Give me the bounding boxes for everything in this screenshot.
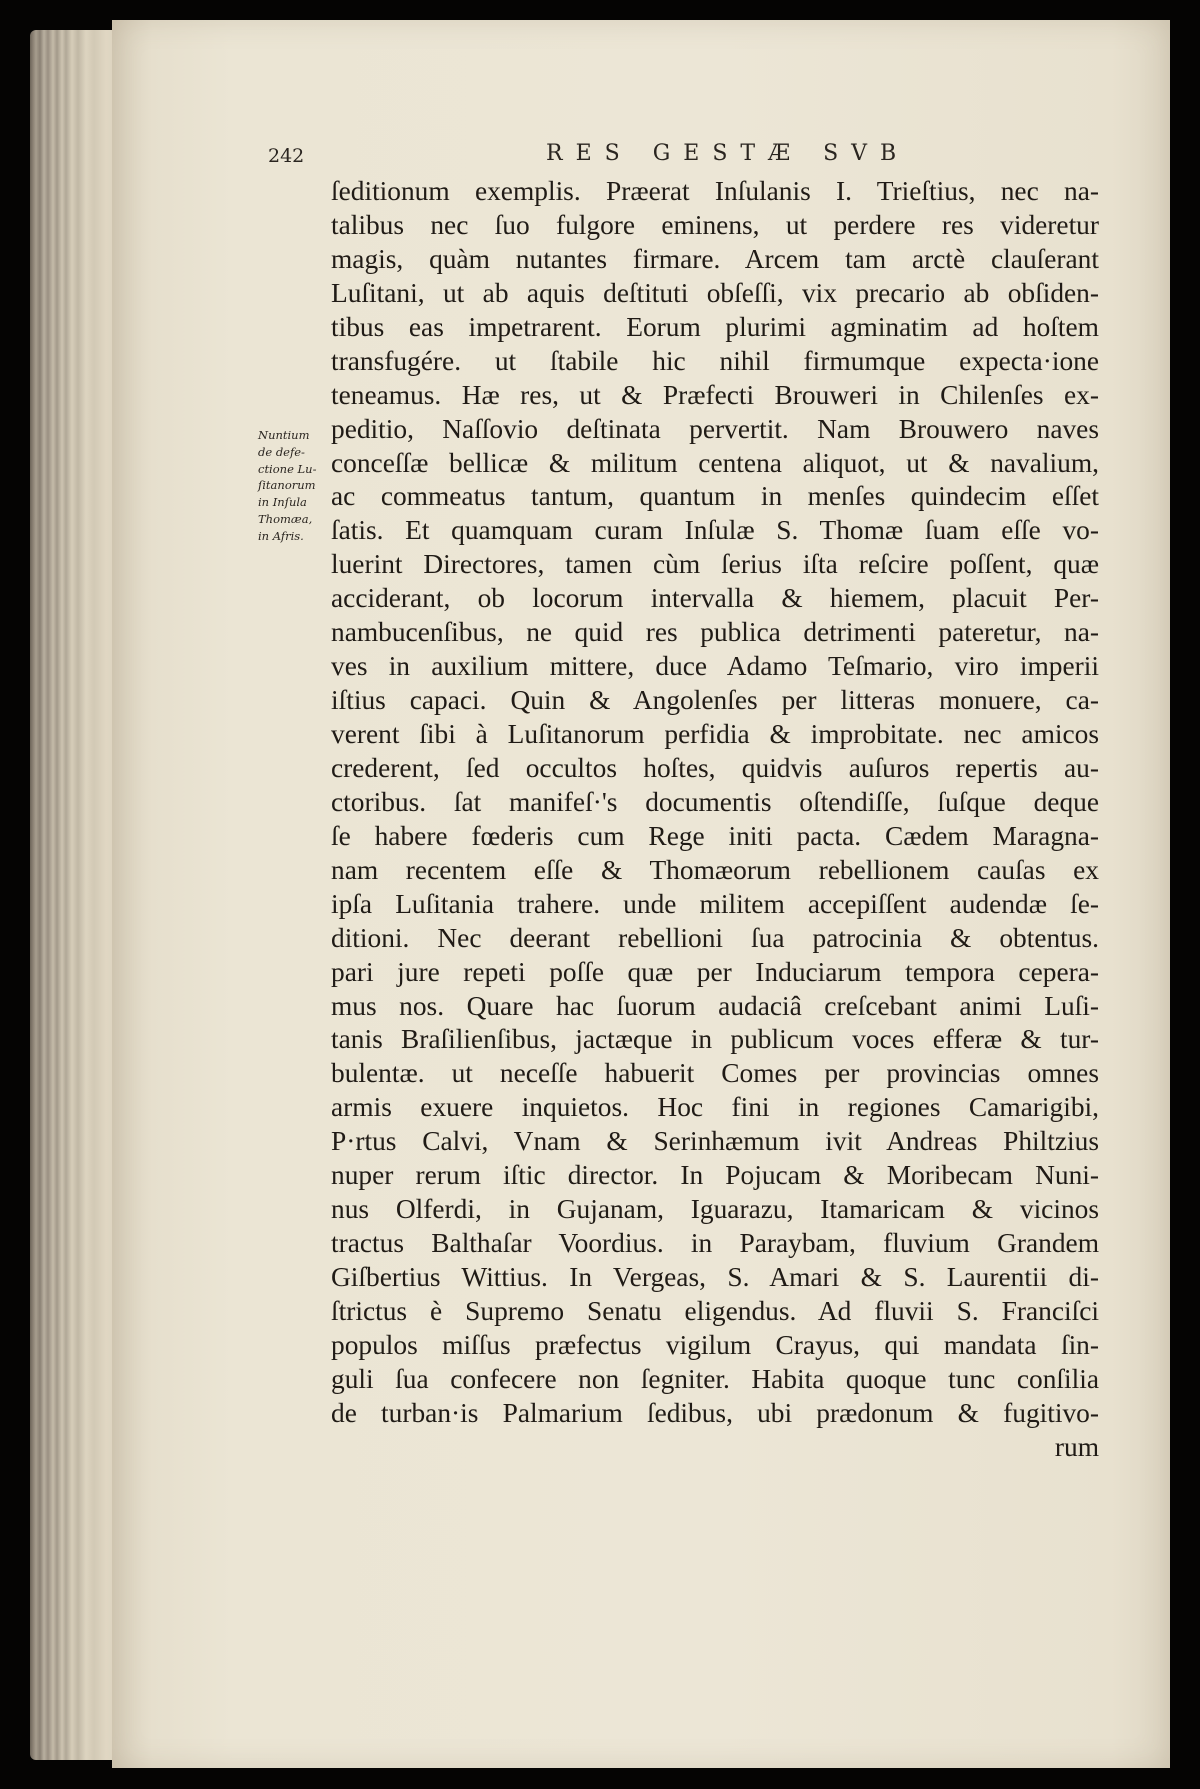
- text-line: talibus nec ſuo fulgore eminens, ut perdere res videretur: [331, 209, 1099, 240]
- text-line: bulentæ. ut neceſſe habuerit Comes per provincias omnes: [331, 1058, 1099, 1089]
- page-number: 242: [268, 145, 305, 167]
- marginal-note-line: in Afris.: [258, 528, 304, 543]
- text-line: nambucenſibus, ne quid res publica detrimenti pateretur, na-: [331, 617, 1099, 648]
- page-header: [268, 141, 948, 175]
- text-line: ſatis. Et quamquam curam Inſulæ S. Thomæ ſuam eſſe vo-: [331, 515, 1099, 546]
- text-line: nam recentem eſſe & Thomæorum rebellionem cauſas ex: [331, 854, 1099, 885]
- marginal-note-line: Nuntium: [258, 428, 310, 442]
- text-line: ctoribus. ſat manifeſ·'s documentis oſtendiſſe, ſuſque deque: [331, 786, 1099, 817]
- text-line: guli ſua confecere non ſegniter. Habita quoque tunc conſilia: [331, 1363, 1099, 1394]
- text-line: de turban·is Palmarium ſedibus, ubi prædonum & fugitivo-: [331, 1397, 1099, 1428]
- marginal-note-line: Thomæa,: [258, 511, 313, 526]
- text-line: iſtius capaci. Quin & Angolenſes per litteras monuere, ca-: [331, 685, 1099, 716]
- text-line: ſeditionum exemplis. Præerat Inſulanis I. Trieſtius, nec na-: [331, 176, 1099, 206]
- marginal-note-line: ctione Lu-: [258, 461, 317, 476]
- text-line: crederent, ſed occultos hoſtes, quidvis auſuros repertis au-: [331, 752, 1099, 783]
- text-line: populos miſſus præfectus vigilum Crayus, qui mandata ſin-: [331, 1329, 1099, 1360]
- running-head: RES GESTÆ SVB: [546, 141, 910, 166]
- marginal-note-line: ſitanorum: [258, 478, 316, 493]
- text-line: nus Olferdi, in Gujanam, Iguarazu, Itamaricam & vicinos: [331, 1194, 1099, 1225]
- marginal-note: [258, 427, 336, 545]
- text-line: P·rtus Calvi, Vnam & Serinhæmum ivit Andreas Philtzius: [331, 1126, 1099, 1157]
- text-line: tractus Balthaſar Voordius. in Paraybam, fluvium Grandem: [331, 1228, 1099, 1259]
- text-line: pari jure repeti poſſe quæ per Induciarum tempora cepera-: [331, 956, 1099, 987]
- catchword: rum: [1054, 1431, 1099, 1462]
- text-line: nuper rerum iſtic director. In Pojucam & Moribecam Nuni-: [331, 1160, 1099, 1191]
- text-line: mus nos. Quare hac ſuorum audaciâ creſcebant animi Luſi-: [331, 990, 1099, 1021]
- text-line: tanis Braſilienſibus, jactæque in publicum voces efferæ & tur-: [331, 1024, 1099, 1055]
- text-line: magis, quàm nutantes firmare. Arcem tam arctè clauſerant: [331, 243, 1099, 274]
- text-line: ſe habere fœderis cum Rege initi pacta. Cædem Maragna-: [331, 820, 1099, 851]
- text-line: ſtrictus è Supremo Senatu eligendus. Ad fluvii S. Franciſci: [331, 1295, 1099, 1326]
- text-line: tibus eas impetrarent. Eorum plurimi agminatim ad hoſtem: [331, 311, 1099, 342]
- text-line: conceſſæ bellicæ & militum centena aliquot, ut & navalium,: [331, 447, 1099, 478]
- text-line: peditio, Naſſovio deſtinata pervertit. Nam Brouwero naves: [331, 413, 1099, 444]
- body-text: [331, 175, 1099, 1465]
- text-line: ac commeatus tantum, quantum in menſes quindecim eſſet: [331, 481, 1099, 512]
- text-line: transfugére. ut ſtabile hic nihil firmumque expecta·ione: [331, 345, 1099, 376]
- marginal-note-line: in Inſula: [258, 495, 307, 510]
- text-line: ipſa Luſitania trahere. unde militem accepiſſent audendæ ſe-: [331, 888, 1099, 919]
- text-line: ves in auxilium mittere, duce Adamo Teſmario, viro imperii: [331, 651, 1099, 682]
- text-line: ditioni. Nec deerant rebellioni ſua patrocinia & obtentus.: [331, 922, 1099, 953]
- text-line: luerint Directores, tamen cùm ſerius iſta reſcire poſſent, quæ: [331, 549, 1099, 580]
- text-line: Giſbertius Wittius. In Vergeas, S. Amari & S. Laurentii di-: [331, 1262, 1099, 1292]
- text-line: armis exuere inquietos. Hoc fini in regiones Camarigibi,: [331, 1092, 1099, 1123]
- marginal-note-line: de defe-: [258, 444, 305, 459]
- text-line: verent ſibi à Luſitanorum perfidia & improbitate. nec amicos: [331, 719, 1099, 749]
- text-line: Luſitani, ut ab aquis deſtituti obſeſſi, vix precario ab obſiden-: [331, 277, 1099, 308]
- text-line: acciderant, ob locorum intervalla & hiemem, placuit Per-: [331, 583, 1099, 614]
- text-line: teneamus. Hæ res, ut & Præfecti Brouweri in Chilenſes ex-: [331, 379, 1099, 410]
